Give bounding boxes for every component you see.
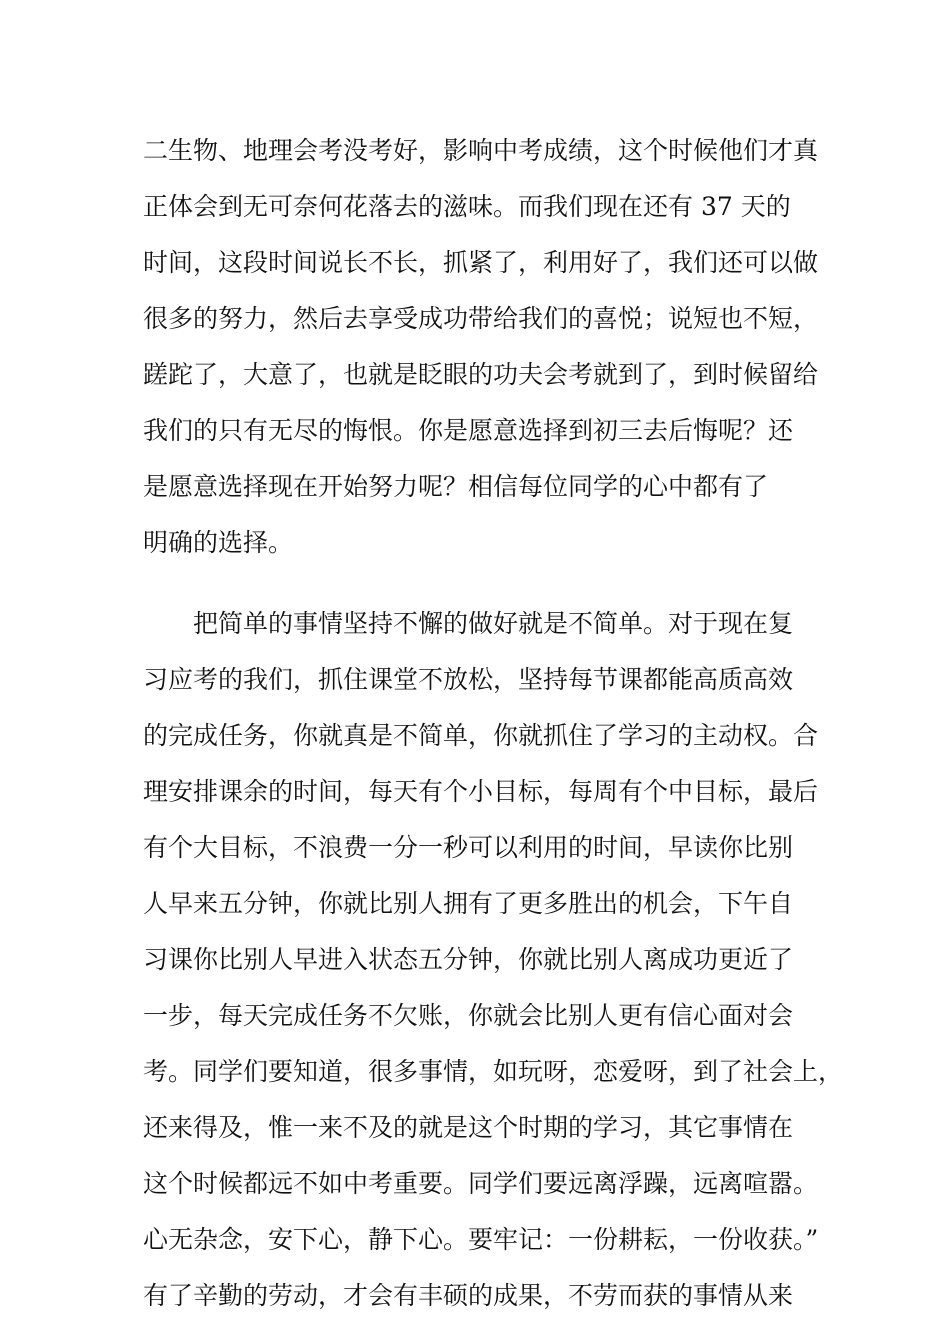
text-line: 很多的努力，然后去享受成功带给我们的喜悦；说短也不短， [143,304,819,333]
text-line: 时间，这段时间说长不长，抓紧了，利用好了，我们还可以做 [143,248,819,277]
text-line: 习课你比别人早进入状态五分钟，你就比别人离成功更近了 [143,945,794,974]
paragraph-1 [143,123,823,571]
text-line: 正体会到无可奈何花落去的滋味。而我们现在还有 37 天的 [143,192,791,221]
text-line: 有了辛勤的劳动，才会有丰硕的成果，不劳而获的事情从来 [143,1281,794,1310]
text-line: 理安排课余的时间，每天有个小目标，每周有个中目标，最后 [143,777,819,806]
text-line: 这个时候都远不如中考重要。同学们要远离浮躁，远离喧嚣。 [143,1169,819,1198]
text-line: 还来得及，惟一来不及的就是这个时期的学习，其它事情在 [143,1113,794,1142]
text-line: 一步，每天完成任务不欠账，你就会比别人更有信心面对会 [143,1001,794,1030]
text-line: 有个大目标，不浪费一分一秒可以利用的时间，早读你比别 [143,833,794,862]
paragraph-2 [143,596,844,1324]
text-line: 的完成任务，你就真是不简单，你就抓住了学习的主动权。合 [143,721,819,750]
text-line: 蹉跎了，大意了，也就是眨眼的功夫会考就到了，到时候留给 [143,360,819,389]
text-line: 二生物、地理会考没考好，影响中考成绩，这个时候他们才真 [143,136,819,165]
text-line: 考。同学们要知道，很多事情，如玩呀，恋爱呀，到了社会上， [143,1057,844,1086]
text-line: 人早来五分钟，你就比别人拥有了更多胜出的机会，下午自 [143,889,794,918]
text-line: 习应考的我们，抓住课堂不放松，坚持每节课都能高质高效 [143,665,794,694]
document-body [143,123,844,1324]
text-line: 我们的只有无尽的悔恨。你是愿意选择到初三去后悔呢？还 [143,416,794,445]
text-line: 明确的选择。 [143,528,294,557]
text-line: 是愿意选择现在开始努力呢？相信每位同学的心中都有了 [143,472,769,501]
paragraph-spacer [143,571,823,596]
text-line-first: 把简单的事情坚持不懈的做好就是不简单。对于现在复 [193,609,794,638]
text-line: 心无杂念，安下心，静下心。要牢记：一份耕耘，一份收获。” [143,1225,819,1254]
